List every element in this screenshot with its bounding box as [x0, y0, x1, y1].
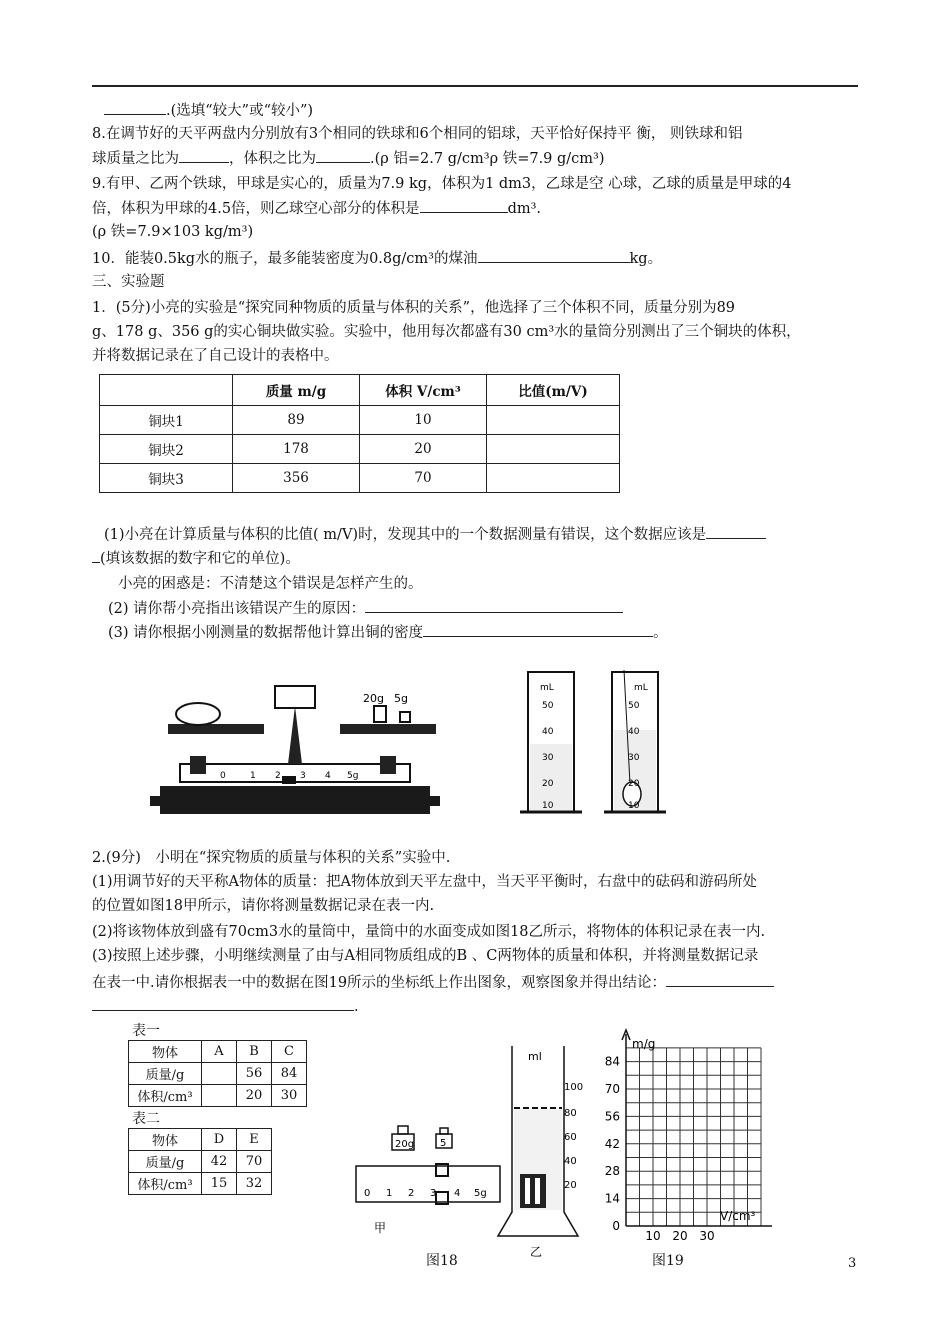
experiment-2-conclusion-line: .	[92, 996, 359, 1017]
experiment-1-q3: (3) 请你根据小刚测量的数据帮他计算出铜的密度 。	[108, 622, 668, 643]
y-tick-label: 70	[604, 1082, 620, 1096]
y-axis-label: m/g	[632, 1037, 656, 1051]
figure-19-grid	[596, 1028, 780, 1250]
table-cell[interactable]	[487, 435, 620, 464]
page-number: 3	[848, 1256, 857, 1271]
y-tick-label: 0	[612, 1219, 620, 1233]
table-cell[interactable]	[487, 406, 620, 435]
balance-base-foot	[150, 796, 440, 806]
answer-blank[interactable]	[179, 148, 229, 163]
table-cell: 20	[237, 1085, 272, 1107]
experiment-1-cont: g、178 g、356 g的实心铜块做实验。实验中，他用每次都盛有30 cm³水的量筒分别测出了三个铜块的体积，	[92, 324, 801, 340]
table-header: 质量 m/g	[233, 375, 360, 406]
cylinder-unit: mL	[540, 683, 554, 693]
figure-18-caption: 图18	[426, 1253, 458, 1269]
experiment-2: 2.(9分) 小明在“探究物质的质量与体积的关系”实验中.	[92, 850, 451, 866]
scale-tick: 4	[454, 1188, 461, 1199]
cylinder-tick: 100	[564, 1082, 584, 1093]
table1	[128, 1040, 307, 1107]
rider	[282, 776, 296, 784]
weight-label-20g: 20g	[363, 692, 384, 705]
table-cell: 体积/cm³	[129, 1173, 202, 1195]
copper-table	[99, 374, 620, 493]
table-cell: 物体	[129, 1041, 202, 1063]
table-row	[129, 1129, 272, 1151]
question-9-note: (ρ 铁=7.9×103 kg/m³)	[92, 224, 254, 240]
experiment-1-cont2: 并将数据记录在了自己设计的表格中。	[92, 348, 339, 364]
label-yi: 乙	[530, 1245, 543, 1259]
table-cell: 84	[272, 1063, 307, 1085]
answer-blank[interactable]	[423, 622, 653, 637]
figure-18	[350, 1036, 590, 1276]
answer-blank[interactable]	[92, 996, 354, 1011]
scale-tick: 3	[300, 771, 306, 781]
experiment-2-step3-cont: 在表一中.请你根据表一中的数据在图19所示的坐标纸上作出图象，观察图象并得出结论：	[92, 972, 774, 993]
cylinder-tick: 40	[542, 727, 554, 737]
table-row	[100, 406, 620, 435]
cylinder-tick: 10	[542, 801, 554, 811]
cylinder-tick: 80	[564, 1108, 577, 1119]
figure-19-caption: 图19	[652, 1253, 684, 1269]
scale-tick: 0	[364, 1188, 371, 1199]
experiment-2-step3: (3)按照上述步骤，小明继续测量了由与A相同物质组成的B 、C两物体的质量和体积，并将测量数据记录	[92, 948, 759, 964]
table-row	[129, 1085, 307, 1107]
table-row	[100, 464, 620, 493]
table-cell[interactable]	[487, 464, 620, 493]
cylinder-tick: 20	[628, 779, 640, 789]
answer-blank[interactable]	[365, 598, 623, 613]
weight-label-5g: 5g	[394, 692, 408, 705]
x-tick-label: 30	[699, 1229, 715, 1243]
cylinder-tick: 20	[542, 779, 554, 789]
table-cell: 15	[202, 1173, 237, 1195]
cylinder-left	[520, 672, 582, 812]
table-cell: 42	[202, 1151, 237, 1173]
table-cell: 铜块1	[100, 406, 233, 435]
left-pan	[168, 724, 264, 734]
y-tick-label: 56	[604, 1109, 620, 1124]
table2	[128, 1128, 272, 1195]
scale-tick: 5g	[347, 771, 359, 781]
section-heading: 三、实验题	[92, 274, 165, 290]
table-cell: 178	[233, 435, 360, 464]
y-tick-labels	[605, 1055, 620, 1233]
question-8: 8.在调节好的天平两盘内分别放有3个相同的铁球和6个相同的铝球，天平恰好保持平 衡， 则铁球和铝	[92, 126, 743, 142]
experiment-2-step1: (1)用调节好的天平称A物体的质量：把A物体放到天平左盘中，当天平平衡时，右盘中的砝码和游码所处	[92, 874, 757, 890]
pointer-dial	[275, 686, 315, 708]
table-cell: 质量/g	[129, 1151, 202, 1173]
table-cell: 32	[237, 1173, 272, 1195]
x-tick-label: 10	[645, 1229, 661, 1243]
cylinder-tick: 60	[564, 1132, 577, 1143]
grid-lines	[626, 1048, 761, 1226]
right-knob	[380, 756, 396, 774]
table-cell: 质量/g	[129, 1063, 202, 1085]
experiment-1-q1-cont: (填该数据的数字和它的单位)。	[92, 548, 300, 569]
table-cell[interactable]	[202, 1085, 237, 1107]
cylinder-tick: 50	[542, 701, 554, 711]
table-row	[129, 1151, 272, 1173]
scale-tick: 2	[408, 1188, 415, 1199]
pointer-stand	[288, 706, 302, 764]
experiment-1-note: 小亮的困惑是：不清楚这个错误是怎样产生的。	[118, 576, 423, 592]
answer-blank[interactable]	[666, 972, 774, 987]
table-cell: 70	[237, 1151, 272, 1173]
balance-and-cylinders-figure	[150, 664, 710, 830]
table-row	[129, 1173, 272, 1195]
object-on-pan	[176, 703, 220, 725]
table-cell: 30	[272, 1085, 307, 1107]
answer-blank[interactable]	[104, 100, 166, 115]
balance-illustration	[150, 686, 440, 814]
table-cell: 70	[360, 464, 487, 493]
answer-blank[interactable]	[316, 148, 370, 163]
table-cell: 物体	[129, 1129, 202, 1151]
table-cell: C	[272, 1041, 307, 1063]
cylinder-tick: 40	[564, 1156, 577, 1167]
left-knob	[190, 756, 206, 774]
cylinder-tick: 20	[564, 1180, 577, 1191]
cylinder-tick: 50	[628, 701, 640, 711]
answer-blank[interactable]	[420, 198, 508, 213]
weight-label-20g: 20g	[395, 1139, 415, 1150]
y-tick-label: 84	[604, 1054, 620, 1069]
table-cell: A	[202, 1041, 237, 1063]
answer-blank[interactable]	[478, 248, 630, 263]
table-cell: 356	[233, 464, 360, 493]
cylinder-tick: 40	[628, 727, 640, 737]
x-tick-label: 20	[672, 1229, 688, 1243]
table-cell: 铜块2	[100, 435, 233, 464]
cylinder-tick: 10	[628, 801, 640, 811]
table-cell: 铜块3	[100, 464, 233, 493]
weight-5g	[400, 712, 410, 722]
question-9: 9.有甲、乙两个铁球，甲球是实心的，质量为7.9 kg，体积为1 dm3，乙球是空 心球，乙球的质量是甲球的4	[92, 176, 792, 192]
experiment-2-step1-cont: 的位置如图18甲所示，请你将测量数据记录在表一内.	[92, 898, 435, 914]
scale-tick: 1	[386, 1188, 393, 1199]
experiment-1-q1: (1)小亮在计算质量与体积的比值( m/V)时，发现其中的一个数据测量有错误，这个数据应该是	[104, 524, 766, 545]
table-cell: B	[237, 1041, 272, 1063]
weight-label-5: 5	[440, 1138, 447, 1149]
table-header: 比值(m/V)	[487, 375, 620, 406]
table-cell: D	[202, 1129, 237, 1151]
scale-tick: 1	[250, 771, 256, 781]
table-row	[129, 1041, 307, 1063]
cylinder-tick: 30	[542, 753, 554, 763]
question-8-cont: 球质量之比为 ，体积之比为 .(ρ 铝=2.7 g/cm³ρ 铁=7.9 g/cm³)	[92, 148, 605, 169]
table-row	[129, 1063, 307, 1085]
y-tick-label: 28	[604, 1164, 620, 1179]
question-10: 10．能装0.5kg水的瓶子，最多能装密度为0.8g/cm³的煤油 kg。	[92, 248, 662, 269]
weight-20g	[374, 706, 386, 722]
table-header: 体积 V/cm³	[360, 375, 487, 406]
table-header	[100, 375, 233, 406]
scale-tick: 3	[430, 1188, 437, 1199]
table-cell[interactable]	[202, 1063, 237, 1085]
scale-tick: 5g	[474, 1188, 487, 1199]
cylinder-unit: ml	[528, 1050, 542, 1063]
label-jia: 甲	[374, 1221, 387, 1235]
answer-blank[interactable]	[92, 548, 100, 563]
scale-tick: 2	[275, 771, 281, 781]
question-9-cont: 倍，体积为甲球的4.5倍，则乙球空心部分的体积是 dm³.	[92, 198, 541, 219]
experiment-1-q2: (2) 请你帮小亮指出该错误产生的原因：	[108, 598, 623, 619]
table-cell: 体积/cm³	[129, 1085, 202, 1107]
experiment-2-step2: (2)将该物体放到盛有70cm3水的量筒中，量筒中的水面变成如图18乙所示，将物体的体积记录在表一内.	[92, 924, 766, 940]
cylinder-tick: 30	[628, 753, 640, 763]
y-tick-label: 14	[604, 1191, 620, 1206]
cylinder-unit: mL	[634, 683, 648, 693]
question-7-tail: .(选填“较大”或“较小”)	[104, 100, 313, 121]
table-row	[100, 435, 620, 464]
scale-tick: 0	[220, 771, 226, 781]
table-header-row	[100, 375, 620, 406]
answer-blank[interactable]	[706, 524, 766, 539]
table2-title: 表二	[132, 1111, 160, 1127]
table-cell: 89	[233, 406, 360, 435]
table-cell: 56	[237, 1063, 272, 1085]
table1-title: 表一	[132, 1023, 160, 1039]
y-tick-label: 42	[604, 1136, 620, 1151]
scale-tick: 4	[325, 771, 331, 781]
x-axis-label: V/cm³	[720, 1209, 756, 1223]
experiment-1: 1．(5分)小亮的实验是“探究同种物质的质量与体积的关系”，他选择了三个体积不同，质量分别为89	[92, 300, 736, 316]
x-tick-labels	[645, 1229, 714, 1243]
table-cell: E	[237, 1129, 272, 1151]
table-cell: 20	[360, 435, 487, 464]
table-cell: 10	[360, 406, 487, 435]
right-pan	[340, 724, 436, 734]
header-rule	[92, 85, 858, 87]
